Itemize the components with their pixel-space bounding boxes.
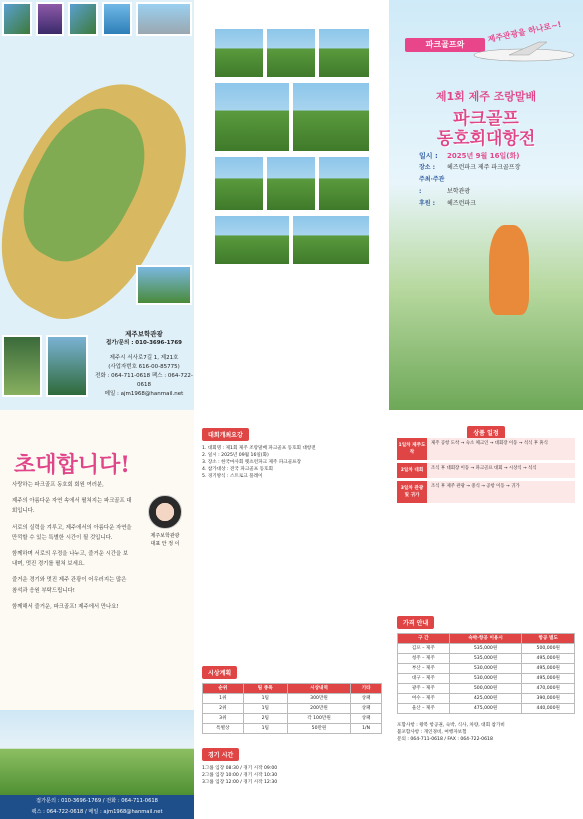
- golf-photo: [266, 28, 316, 78]
- event-host-row: 주최·주관 : 보학관광: [419, 176, 471, 195]
- panel-schedule-prices: [389, 410, 583, 819]
- itinerary-row: 3일차 관광 및 귀가 조식 후 제주 관광 → 중식 → 공항 이동 → 귀가: [397, 481, 575, 503]
- table-row: 대구 – 제주 530,000원 495,000원: [398, 674, 575, 684]
- event-title-line2: 파크골프: [453, 109, 519, 129]
- company-name: 제주보학관광: [125, 330, 163, 338]
- event-host: 보학관광: [447, 188, 471, 195]
- golf-photo: [266, 156, 316, 211]
- event-title-line1: 제1회 제주 조랑말배: [435, 90, 537, 103]
- letter-paragraph: 함께해서 즐거운, 파크골프! 제주에서 만나요!: [12, 603, 119, 610]
- airplane-icon: [469, 40, 579, 70]
- company-address: 제주시 서사로7길 1, 제21호: [109, 355, 179, 361]
- price-notes: 포함사항 : 왕복 항공권, 숙박, 식사, 차량, 대회 참가비 불포함사항 : 개인경비, 여행자보험 문의 : 064-711-0618 / FAX : 064-722-0618: [397, 723, 505, 742]
- contact-footer: 접가문의 : 010-3696-1769 / 전화 : 064-711-0618 팩스 : 064-722-0618 / 메일 : ajm1968@hanmail.net: [0, 795, 194, 819]
- golf-photo: [318, 28, 370, 78]
- photo-thumb: [46, 335, 88, 397]
- ceo-portrait: [148, 495, 182, 529]
- panel-cover: [389, 0, 583, 410]
- itinerary-row: 2일차 대회 조식 후 대회장 이동 → 파크골프 대회 → 시상식 → 석식: [397, 463, 575, 478]
- company-reg-no: (사업자번호 616-00-85775): [108, 364, 180, 370]
- event-place: 헤즈런파크 제주 파크골프장: [447, 164, 521, 171]
- table-row: 특별상 1팀 50만원 1/N: [203, 724, 382, 734]
- panel-event-details: [194, 410, 389, 819]
- game-times: 1그룹 입장 08:30 / 경기 시작 09:00 2그룹 입장 10:00 / 경기 시작 10:30 3그룹 입장 12:00 / 경기 시작 12:30: [202, 766, 278, 785]
- table-row: 김포 – 제주 535,000원 500,000원: [398, 644, 575, 654]
- golf-photo: [318, 156, 370, 211]
- event-info: [419, 150, 569, 210]
- company-tel: 전화 : 064-711-0618 팩스 : 064-722-0618: [95, 373, 193, 388]
- company-phone: 접가/문의 : 010-3696-1769: [106, 340, 182, 346]
- table-row: 부산 – 제주 530,000원 495,000원: [398, 664, 575, 674]
- letter-paragraph: 제주의 아름다운 자연 속에서 펼쳐지는 파크골프 대회입니다.: [12, 498, 132, 515]
- table-row: 여수 – 제주 425,000원 390,000원: [398, 694, 575, 704]
- letter-paragraph: 서로의 실력을 겨루고, 제주에서의 아름다운 자연을 만끽할 수 있는 특별한 시간이 될 것입니다.: [12, 524, 132, 541]
- table-row: 청주 – 제주 535,000원 495,000원: [398, 654, 575, 664]
- section-heading: 경기 시간: [202, 748, 239, 761]
- event-sponsor-row: 후원 : 헤즈런파크: [419, 200, 476, 207]
- panel-photos: [194, 0, 389, 410]
- letter-paragraph: 사랑하는 파크골프 동호회 회원 여러분,: [12, 482, 104, 488]
- itinerary-row: 1일차 제주도착 제주 공항 도착 → 숙소 체크인 → 대회장 이동 → 석식 후 휴식: [397, 438, 575, 460]
- event-sponsor: 헤즈런파크: [447, 200, 476, 207]
- event-date-row: 일시 : 2025년 9월 16일(화): [419, 152, 520, 160]
- company-mail: 메일 : ajm1968@hanmail.net: [104, 391, 184, 397]
- photo-thumb: [36, 2, 64, 36]
- photo-thumb: [2, 2, 32, 36]
- panel-invitation: [0, 410, 194, 819]
- golf-photo: [214, 28, 264, 78]
- letter-paragraph: 즐거운 경기와 멋진 제주 관광이 어우러지는 많은 참석과 응원 부탁드립니다!: [12, 577, 127, 594]
- event-date: 2025년 9월 16일(화): [447, 152, 520, 160]
- letter-paragraph: 함께하며 서로의 우정을 나누고, 즐거운 시간을 보내며, 멋진 경기를 펼쳐 보세요.: [12, 551, 129, 568]
- ceo-signature: 제주보학관광 대표 안 정 이: [150, 533, 180, 547]
- golf-course-photo: [0, 710, 194, 795]
- photo-thumb: [136, 2, 192, 36]
- golf-photo: [292, 215, 370, 265]
- photo-thumb: [102, 2, 132, 36]
- photo-thumb: [2, 335, 42, 397]
- golf-photo: [214, 215, 290, 265]
- photo-thumb: [68, 2, 98, 36]
- price-table: 구 간 숙박·항공 이용시 항공 별도 김포 – 제주 535,000원 500,000원 청주 – 제주 535,000원 495,000원 부산 – 제주 530,000원 495,000원 대구 – 제주 530,000원 495,000원 광주 – 제주 500,000원 470,000원 여수 – 제주 425,000원 390,000원 울산 – 제주 475,000원 440,000원: [397, 633, 575, 714]
- event-overview: 1. 대회명 : 제1회 제주 조랑말배 파크골프 동호회 대항전 2. 일시 : 2025년 09월 16일(화) 3. 장소 : 한국마사회 렛츠런파크 제주 파크골프장 4. 참가대상 : 전국 파크골프 동호회 5. 경기방식 : 스트로크 플레이: [202, 446, 316, 479]
- pony-mascot: [489, 225, 529, 315]
- golf-photo: [292, 82, 370, 152]
- section-heading: 가격 안내: [397, 616, 434, 629]
- banner-tour: 제주관광을 하나로~!: [486, 19, 563, 45]
- invite-letter: [12, 480, 132, 618]
- table-row: 1위 1팀 300만원 상패: [203, 694, 382, 704]
- banner-park-golf: 파크골프와: [405, 38, 485, 52]
- table-row: 2위 1팀 200만원 상패: [203, 704, 382, 714]
- event-title-line3: 동호회대항전: [436, 129, 536, 149]
- panel-map: [0, 0, 194, 410]
- section-heading: 시상계획: [202, 666, 237, 679]
- golf-photo: [214, 82, 290, 152]
- section-heading: 상품 일정: [467, 426, 504, 439]
- company-info: [95, 330, 193, 399]
- table-row: 광주 – 제주 500,000원 470,000원: [398, 684, 575, 694]
- event-place-row: 장소 : 헤즈런파크 제주 파크골프장: [419, 164, 521, 171]
- itinerary: [397, 438, 575, 506]
- invite-heading: 초대합니다!: [14, 452, 130, 478]
- prize-table: 순위 팀 종목 시상내역 기타 1위 1팀 300만원 상패 2위 1팀 200만원 상패 3위 2팀 각 100만원 상패 특별상 1팀 50만원 1/N: [202, 683, 382, 734]
- table-row: 3위 2팀 각 100만원 상패: [203, 714, 382, 724]
- table-row: 울산 – 제주 475,000원 440,000원: [398, 704, 575, 714]
- photo-thumb: [136, 265, 192, 305]
- golf-photo: [214, 156, 264, 211]
- section-heading: 대회개최요강: [202, 428, 249, 441]
